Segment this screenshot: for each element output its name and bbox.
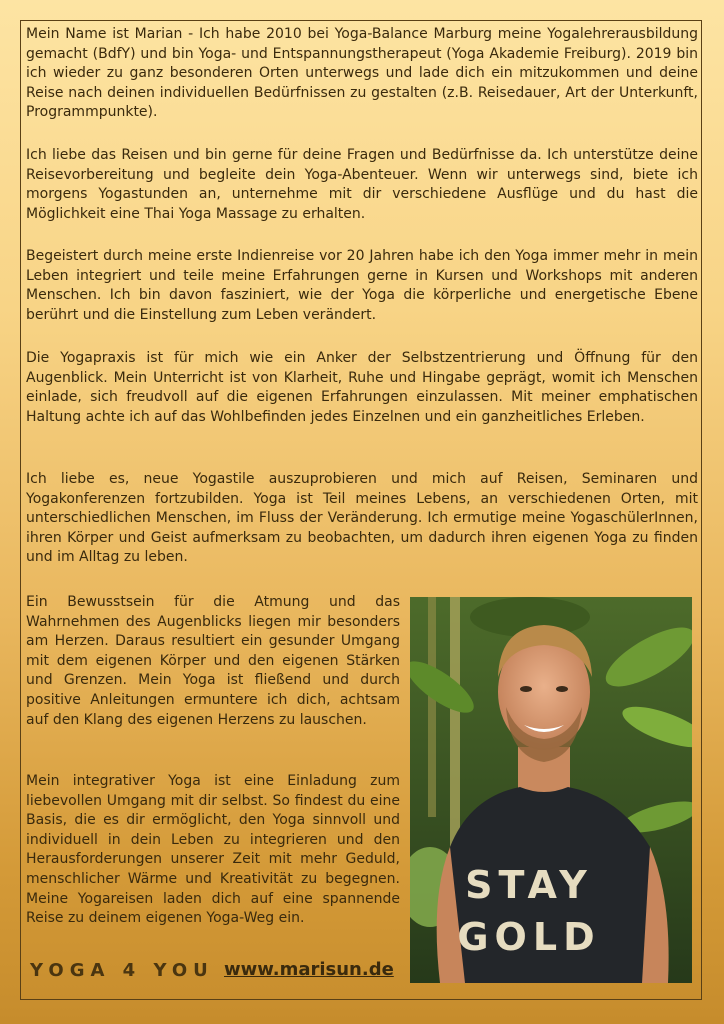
paragraph-india: Begeistert durch meine erste Indienreise vor 20 Jahren habe ich den Yoga immer mehr in mein Leben integriert und teile meine Erfahrungen gerne in Kursen und Workshops mit anderen Menschen. Ich bin davon fasziniert, wie der Yoga die körperliche und energetische Ebene berührt und die Einstellung zum Leben verändert. xyxy=(26,248,698,323)
portrait-photo xyxy=(410,597,692,983)
brand-name: YOGA 4 YOU xyxy=(30,960,214,981)
paragraph-intro: Mein Name ist Marian - Ich habe 2010 bei Yoga-Balance Marburg meine Yogalehrerausbildung gemacht (BdfY) und bin Yoga- und Entspannungstherapeut (Yoga Akademie Freiburg). 2019 bin ich wieder zu ganz besonderen Orten unterwegs und lade dich ein mitzukommen und deine Reise nach deinen individuellen Bedürfnissen zu gestalten (z.B. Reisedauer, Art der Unterkunft, Programmpunkte). xyxy=(26,26,698,121)
shirt-text-line2: GOLD xyxy=(457,915,601,959)
paragraph-breathing: Ein Bewusstsein für die Atmung und das Wahrnehmen des Augenblicks liegen mir besonders am Herzen. Daraus resultiert ein gesunder Umgang mit dem eigenen Körper und den eigenen Stärken und Grenzen. Mein Yoga ist fließend und durch positive Anleitungen ermuntere ich dich, achtsam auf den Klang des eigenen Herzens zu lauschen. xyxy=(26,594,400,728)
paragraph-integrative: Mein integrativer Yoga ist eine Einladung zum liebevollen Umgang mit dir selbst. So findest du eine Basis, die es dir ermöglicht, den Yoga sinnvoll und individuell in dein Leben zu integrieren und den Herausforderungen unserer Zeit mit mehr Geduld, menschlicher Wärme und Kreativität zu begegnen. Meine Yogareisen laden dich auf eine spannende Reise zu deinem eigenen Yoga-Weg ein. xyxy=(26,773,400,927)
paragraph-styles: Ich liebe es, neue Yogastile auszuprobieren und mich auf Reisen, Seminaren und Yogakonferenzen fortzubilden. Yoga ist Teil meines Lebens, an verschiedenen Orten, mit unterschiedlichen Menschen, im Fluss der Veränderung. Ich ermutige meine YogaschülerInnen, ihren Körper und Geist aufmerksam zu beobachten, um dadurch ihren eigenen Yoga zu finden und im Alltag zu leben. xyxy=(26,471,698,566)
paragraph-travel: Ich liebe das Reisen und bin gerne für deine Fragen und Bedürfnisse da. Ich unterstütze deine Reisevorbereitung und begleite dein Yoga-Abenteuer. Wenn wir unterwegs sind, biete ich morgens Yogastunden an, unternehme mit dir verschiedene Ausflüge und du hast die Möglichkeit eine Thai Yoga Massage zu erhalten. xyxy=(26,147,698,222)
shirt-text-line1: STAY xyxy=(465,863,593,907)
website-link[interactable]: www.marisun.de xyxy=(224,959,394,980)
paragraph-practice: Die Yogapraxis ist für mich wie ein Anker der Selbstzentrierung und Öffnung für den Augenblick. Mein Unterricht ist von Klarheit, Ruhe und Hingabe geprägt, womit ich Menschen einlade, sich freudvoll auf die eigenen Erfahrungen einzulassen. Mit meiner emphatischen Haltung achte ich auf das Wohlbefinden jedes Einzelnen und ein ganzheitliches Erleben. xyxy=(26,350,698,425)
